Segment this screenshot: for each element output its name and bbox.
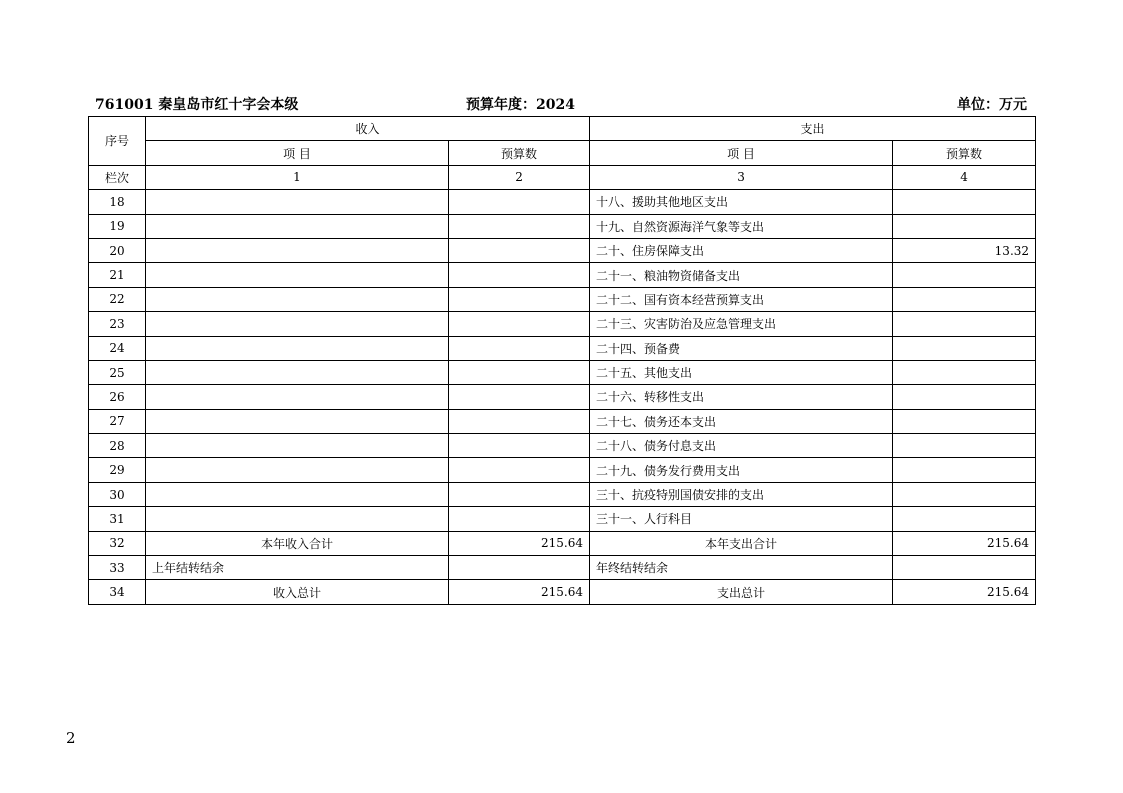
column-number-3: 3 [590, 165, 893, 189]
expense-amount-cell: 215.64 [893, 531, 1036, 555]
table-row [89, 238, 1036, 262]
expense-amount-cell [893, 214, 1036, 238]
income-item-cell [146, 507, 449, 531]
income-item-header: 项 目 [146, 141, 449, 165]
income-item-cell [146, 287, 449, 311]
table-body [89, 190, 1036, 605]
table-row [89, 531, 1036, 555]
income-amount-cell [449, 385, 590, 409]
expense-item-cell: 二十九、债务发行费用支出 [590, 458, 893, 482]
income-item-cell [146, 434, 449, 458]
income-item-cell: 收入总计 [146, 580, 449, 604]
expense-amount-cell [893, 409, 1036, 433]
expense-item-cell: 支出总计 [590, 580, 893, 604]
income-amount-cell [449, 336, 590, 360]
expense-item-cell: 年终结转结余 [590, 556, 893, 580]
column-number-1: 1 [146, 165, 449, 189]
table-row [89, 214, 1036, 238]
income-amount-cell [449, 482, 590, 506]
table-row [89, 507, 1036, 531]
expense-amount-cell [893, 287, 1036, 311]
income-item-cell [146, 312, 449, 336]
expense-amount-cell [893, 336, 1036, 360]
table-row [89, 482, 1036, 506]
table-row [89, 190, 1036, 214]
table-row [89, 360, 1036, 384]
expense-item-cell: 二十、住房保障支出 [590, 238, 893, 262]
row-seq-cell: 19 [89, 214, 146, 238]
row-seq-cell: 26 [89, 385, 146, 409]
table-row [89, 385, 1036, 409]
table-row [89, 458, 1036, 482]
expense-amount-cell: 215.64 [893, 580, 1036, 604]
table-row [89, 409, 1036, 433]
column-number-4: 4 [893, 165, 1036, 189]
row-seq-cell: 33 [89, 556, 146, 580]
income-item-cell [146, 409, 449, 433]
expense-amount-cell [893, 360, 1036, 384]
expense-amount-cell [893, 434, 1036, 458]
table-row [89, 434, 1036, 458]
row-seq-cell: 23 [89, 312, 146, 336]
row-seq-cell: 18 [89, 190, 146, 214]
unit-label: 单位：万元 [957, 97, 1027, 113]
header-row-columns [89, 141, 1036, 165]
column-number-row [89, 165, 1036, 189]
expense-item-cell: 十八、援助其他地区支出 [590, 190, 893, 214]
expense-item-cell: 三十、抗疫特别国债安排的支出 [590, 482, 893, 506]
column-number-2: 2 [449, 165, 590, 189]
row-seq-cell: 21 [89, 263, 146, 287]
seq-header: 序号 [89, 117, 146, 166]
income-amount-cell [449, 507, 590, 531]
income-amount-cell: 215.64 [449, 580, 590, 604]
income-amount-cell [449, 409, 590, 433]
table-row [89, 263, 1036, 287]
expense-item-header: 项 目 [590, 141, 893, 165]
expense-item-cell: 二十八、债务付息支出 [590, 434, 893, 458]
table-row [89, 580, 1036, 604]
expense-amount-cell [893, 312, 1036, 336]
income-item-cell: 本年收入合计 [146, 531, 449, 555]
expense-amount-cell [893, 458, 1036, 482]
expense-item-cell: 二十一、粮油物资储备支出 [590, 263, 893, 287]
row-seq-cell: 29 [89, 458, 146, 482]
income-item-cell [146, 360, 449, 384]
income-amount-cell [449, 287, 590, 311]
budget-year: 预算年度：2024 [466, 97, 575, 113]
table-row [89, 287, 1036, 311]
income-amount-cell [449, 312, 590, 336]
row-seq-cell: 28 [89, 434, 146, 458]
income-amount-cell [449, 263, 590, 287]
income-item-cell [146, 336, 449, 360]
income-amount-cell [449, 190, 590, 214]
expense-item-cell: 二十七、债务还本支出 [590, 409, 893, 433]
income-item-cell [146, 482, 449, 506]
income-item-cell [146, 190, 449, 214]
expense-item-cell: 二十四、预备费 [590, 336, 893, 360]
expense-item-cell: 二十三、灾害防治及应急管理支出 [590, 312, 893, 336]
table-row [89, 312, 1036, 336]
row-seq-cell: 22 [89, 287, 146, 311]
organization-title: 761001 秦皇岛市红十字会本级 [95, 97, 299, 113]
expense-item-cell: 二十六、转移性支出 [590, 385, 893, 409]
expense-amount-cell [893, 190, 1036, 214]
expense-item-cell: 二十五、其他支出 [590, 360, 893, 384]
expense-item-cell: 本年支出合计 [590, 531, 893, 555]
table-row [89, 556, 1036, 580]
row-seq-cell: 34 [89, 580, 146, 604]
column-number-label: 栏次 [89, 165, 146, 189]
page-number: 2 [66, 729, 76, 747]
income-item-cell: 上年结转结余 [146, 556, 449, 580]
row-seq-cell: 25 [89, 360, 146, 384]
row-seq-cell: 20 [89, 238, 146, 262]
header-row-sections [89, 117, 1036, 141]
income-item-cell [146, 238, 449, 262]
income-item-cell [146, 263, 449, 287]
expense-amount-cell [893, 263, 1036, 287]
income-item-cell [146, 214, 449, 238]
income-amount-cell [449, 434, 590, 458]
expense-amount-cell: 13.32 [893, 238, 1036, 262]
income-header: 收入 [146, 117, 590, 141]
income-amount-cell [449, 238, 590, 262]
table-row [89, 336, 1036, 360]
income-item-cell [146, 385, 449, 409]
row-seq-cell: 30 [89, 482, 146, 506]
row-seq-cell: 24 [89, 336, 146, 360]
expense-amount-header: 预算数 [893, 141, 1036, 165]
expense-item-cell: 二十二、国有资本经营预算支出 [590, 287, 893, 311]
row-seq-cell: 27 [89, 409, 146, 433]
budget-table [88, 116, 1036, 605]
income-amount-cell [449, 556, 590, 580]
income-amount-cell: 215.64 [449, 531, 590, 555]
income-amount-cell [449, 458, 590, 482]
income-amount-cell [449, 360, 590, 384]
expense-item-cell: 三十一、人行科目 [590, 507, 893, 531]
income-amount-header: 预算数 [449, 141, 590, 165]
expense-item-cell: 十九、自然资源海洋气象等支出 [590, 214, 893, 238]
expense-amount-cell [893, 507, 1036, 531]
expense-header: 支出 [590, 117, 1036, 141]
row-seq-cell: 31 [89, 507, 146, 531]
income-item-cell [146, 458, 449, 482]
expense-amount-cell [893, 385, 1036, 409]
expense-amount-cell [893, 556, 1036, 580]
row-seq-cell: 32 [89, 531, 146, 555]
income-amount-cell [449, 214, 590, 238]
expense-amount-cell [893, 482, 1036, 506]
